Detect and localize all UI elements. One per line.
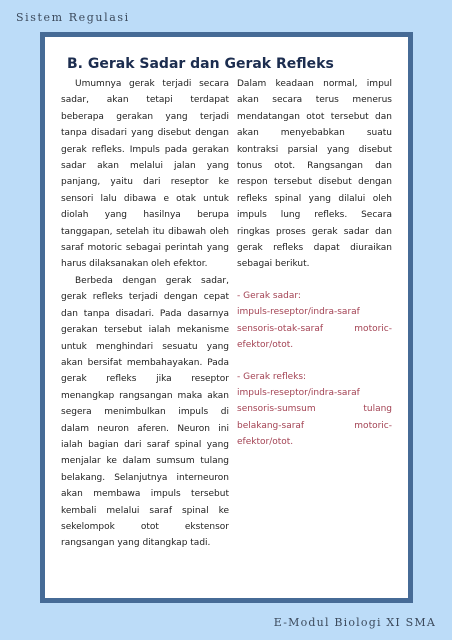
running-header: Sistem Regulasi	[16, 11, 130, 24]
right-column	[237, 76, 392, 451]
left-column	[61, 76, 229, 552]
running-footer: E-Modul Biologi XI SMA	[273, 616, 436, 629]
gerak-sadar-label: - Gerak sadar:	[237, 290, 301, 301]
gerak-refleks-path: impuls-reseptor/indra-saraf sensoris-sumsum tulang belakang-saraf motoric-efektor/otot.	[237, 387, 392, 448]
gerak-refleks-label: - Gerak refleks:	[237, 371, 307, 382]
content-frame	[40, 32, 413, 603]
gerak-sadar-path: impuls-reseptor/indra-saraf sensoris-otak-saraf motoric-efektor/otot.	[237, 307, 392, 351]
paragraph-gerak-sadar: Umumnya gerak terjadi secara sadar, akan tetapi terdapat beberapa gerakan yang terjadi tanpa disadari yang disebut dengan gerak refleks. Impuls pada gerakan sadar akan melalui jalan yang panjang, yaitu dari reseptor ke sensori lalu dibawa e otak untuk diolah yang hasilnya berupa tanggapan, setelah itu dibawah oleh saraf motoric sebagai perintah yang harus dilaksanakan oleh efektor.	[61, 79, 229, 270]
section-title: B. Gerak Sadar dan Gerak Refleks	[67, 56, 334, 72]
paragraph-normal-state: Dalam keadaan normal, impul akan secara terus menerus mendatangan otot tersebut dan akan menyebabkan suatu kontraksi parsial yang disebut tonus otot. Rangsangan dan respon tersebut disebut dengan refleks spinal yang dilalui oleh impuls lung refleks. Secara ringkas proses gerak sadar dan gerak refleks dapat diuraikan sebagai berikut.	[237, 79, 392, 270]
paragraph-gerak-refleks: Berbeda dengan gerak sadar, gerak refleks terjadi dengan cepat dan tanpa disadari. Pada dasarnya gerakan tersebut ialah mekanisme untuk menghindari sesuatu yang akan bersifat membahayakan. Pada gerak refleks jika reseptor menangkap rangsangan maka akan segera menimbulkan impuls di dalam neuron aferen. Neuron ini ialah bagian dari saraf spinal yang menjalar ke dalam sumsum tulang belakang. Selanjutnya interneuron akan membawa impuls tersebut kembali melalui saraf spinal ke sekelompok otot ekstensor rangsangan yang ditangkap tadi.	[61, 275, 229, 549]
